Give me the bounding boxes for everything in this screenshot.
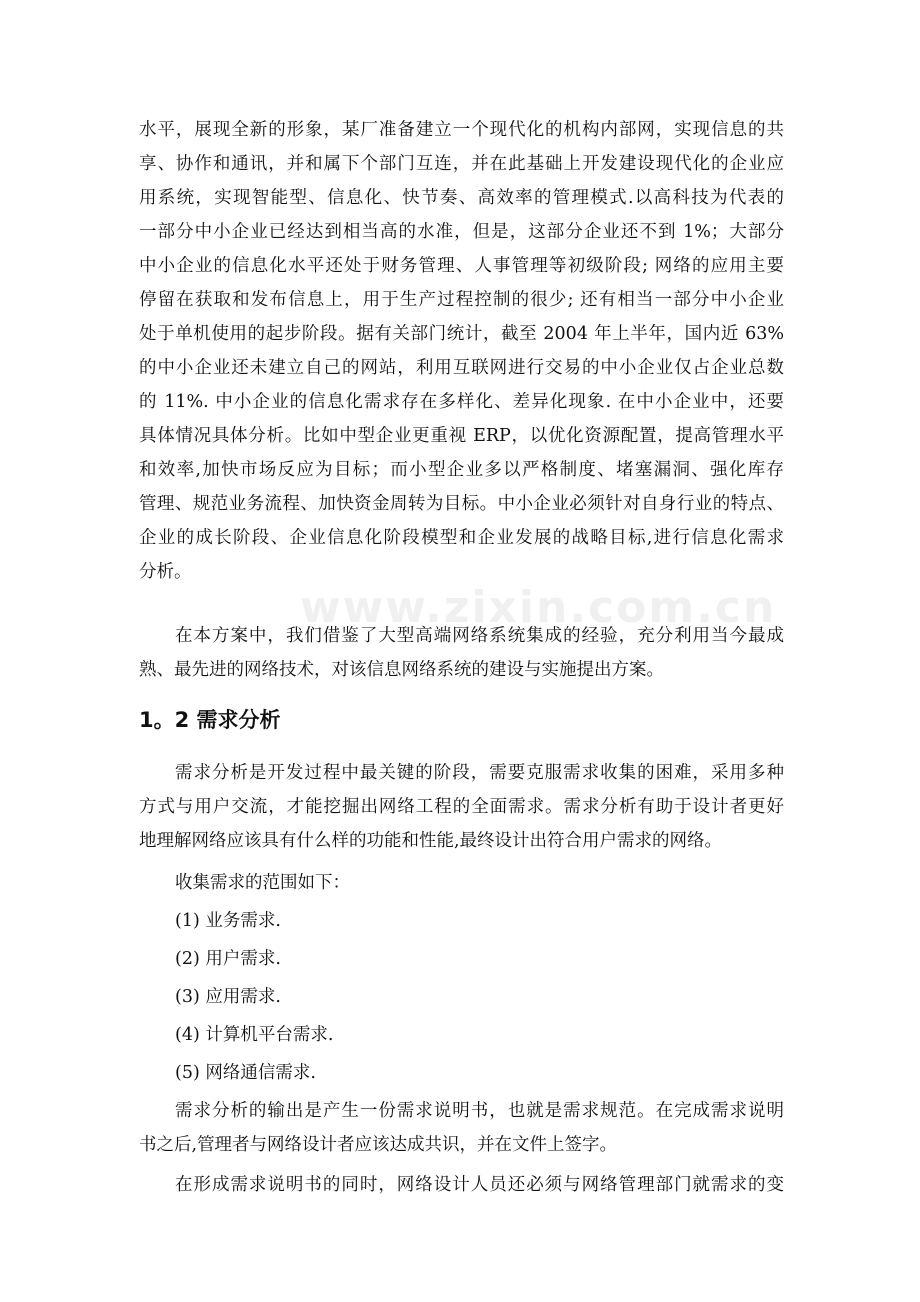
paragraph-line: 分析。: [139, 562, 192, 582]
paragraph-line: 中小企业的信息化水平还处于财务管理、人事管理等初级阶段; 网络的应用主要: [139, 256, 784, 276]
list-item: (2) 用户需求.: [175, 949, 281, 969]
paragraph-line: 享、协作和通讯，并和属下个部门互连，并在此基础上开发建设现代化的企业应: [139, 154, 784, 174]
paragraph-line: 管理、规范业务流程、加快资金周转为目标。中小企业必须针对自身行业的特点、: [139, 494, 784, 514]
paragraph-line: 水平，展现全新的形象，某厂准备建立一个现代化的机构内部网，实现信息的共: [139, 120, 784, 140]
paragraph-line: 需求分析是开发过程中最关键的阶段，需要克服需求收集的困难，采用多种: [175, 763, 784, 783]
paragraph-line: 熟、最先进的网络技术，对该信息网络系统的建设与实施提出方案。: [139, 660, 664, 680]
paragraph-line: 需求分析的输出是产生一份需求说明书，也就是需求规范。在完成需求说明: [175, 1101, 784, 1121]
paragraph-line: 企业的成长阶段、企业信息化阶段模型和企业发展的战略目标,进行信息化需求: [139, 528, 784, 548]
paragraph-line: 具体情况具体分析。比如中型企业更重视 ERP，以优化资源配置，提高管理水平: [139, 426, 784, 446]
list-item: (3) 应用需求.: [175, 987, 281, 1007]
list-item: (5) 网络通信需求.: [175, 1063, 316, 1083]
paragraph-line: 在本方案中，我们借鉴了大型高端网络系统集成的经验，充分利用当今最成: [175, 626, 784, 646]
paragraph-line: 处于单机使用的起步阶段。据有关部门统计，截至 2004 年上半年，国内近 63%: [139, 324, 784, 344]
list-item: (4) 计算机平台需求.: [175, 1025, 334, 1045]
section-heading: 1。2 需求分析: [139, 708, 281, 732]
paragraph-line: 和效率,加快市场反应为目标；而小型企业多以严格制度、堵塞漏洞、强化库存: [139, 460, 784, 480]
paragraph-line: 方式与用户交流，才能挖掘出网络工程的全面需求。需求分析有助于设计者更好: [139, 797, 784, 817]
paragraph-line: 用系统，实现智能型、信息化、快节奏、高效率的管理模式.以高科技为代表的: [139, 188, 784, 208]
paragraph-line: 的中小企业还未建立自己的网站，利用互联网进行交易的中小企业仅占企业总数: [139, 358, 784, 378]
paragraph-line: 在形成需求说明书的同时，网络设计人员还必须与网络管理部门就需求的变: [175, 1175, 784, 1195]
watermark: www.zixin.com.cn: [300, 582, 777, 633]
list-item: (1) 业务需求.: [175, 911, 281, 931]
paragraph-line: 的 11%. 中小企业的信息化需求存在多样化、差异化现象. 在中小企业中，还要: [139, 392, 784, 412]
paragraph-line: 书之后,管理者与网络设计者应该达成共识，并在文件上签字。: [139, 1135, 618, 1155]
scope-intro: 收集需求的范围如下：: [175, 873, 350, 893]
paragraph-line: 停留在获取和发布信息上，用于生产过程控制的很少; 还有相当一部分中小企业: [139, 290, 784, 310]
paragraph-line: 地理解网络应该具有什么样的功能和性能,最终设计出符合用户需求的网络。: [139, 831, 723, 851]
paragraph-line: 一部分中小企业已经达到相当高的水准，但是，这部分企业还不到 1%；大部分: [139, 222, 784, 242]
